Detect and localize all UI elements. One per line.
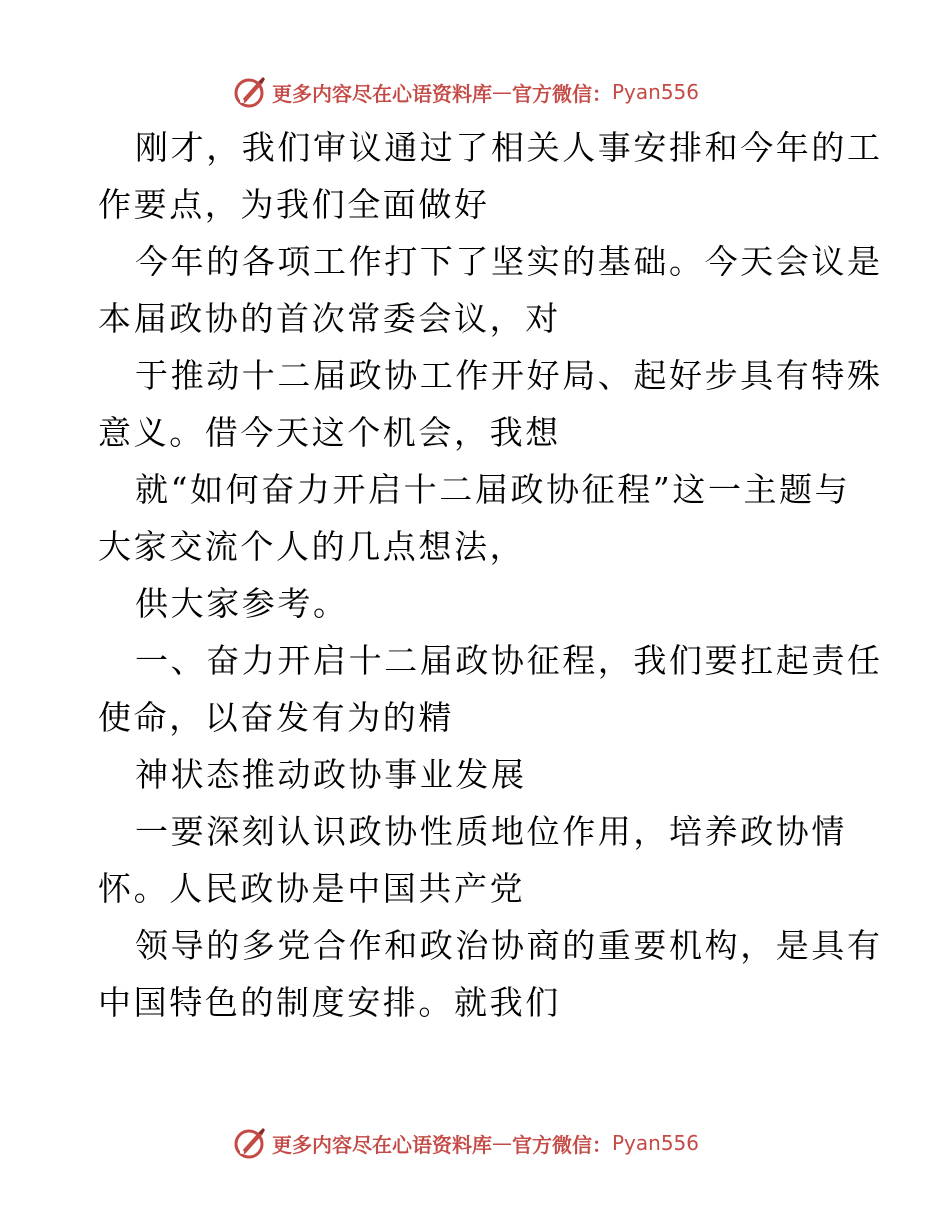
footer-banner [0,1123,950,1163]
body-line: 大家交流个人的几点想法， [98,527,526,566]
body-line: 意义。借今天这个机会，我想 [98,413,561,452]
footer-brand-text: 更多内容尽在心语资料库 [272,1132,492,1157]
body-line: 本届政协的首次常委会议，对 [98,299,561,338]
body-line: 一要深刻认识政协性质地位作用，培养政协情 [135,812,847,851]
header-brand-text: 更多内容尽在心语资料库 [272,81,492,106]
body-line: 怀。人民政协是中国共产党 [98,869,526,908]
body-line: 于推动十二届政协工作开好局、起好步具有特殊 [135,356,883,395]
header-wechat-account: Pyan556 [612,80,700,104]
body-line: 使命，以奋发有为的精 [98,698,454,737]
body-line: 领导的多党合作和政治协商的重要机构，是具有 [135,926,883,965]
body-line: 神状态推动政协事业发展 [135,755,527,794]
footer-banner-content [232,1123,699,1163]
body-line: 今年的各项工作打下了坚实的基础。今天会议是 [135,242,883,281]
footer-dash: — [492,1131,512,1155]
body-line: 一、奋力开启十二届政协征程，我们要扛起责任 [135,641,883,680]
header-dash: — [492,80,512,104]
body-line: 中国特色的制度安排。就我们 [98,983,561,1022]
body-line: 作要点，为我们全面做好 [98,185,490,224]
body-line: 就“如何奋力开启十二届政协征程”这一主题与 [135,470,851,509]
header-wechat-label: 官方微信： [512,81,612,106]
footer-wechat-account: Pyan556 [612,1131,700,1155]
footer-wechat-label: 官方微信： [512,1132,612,1157]
body-line: 刚才，我们审议通过了相关人事安排和今年的工 [135,128,883,167]
pen-logo-icon [232,1125,268,1161]
body-line: 供大家参考。 [135,584,349,623]
